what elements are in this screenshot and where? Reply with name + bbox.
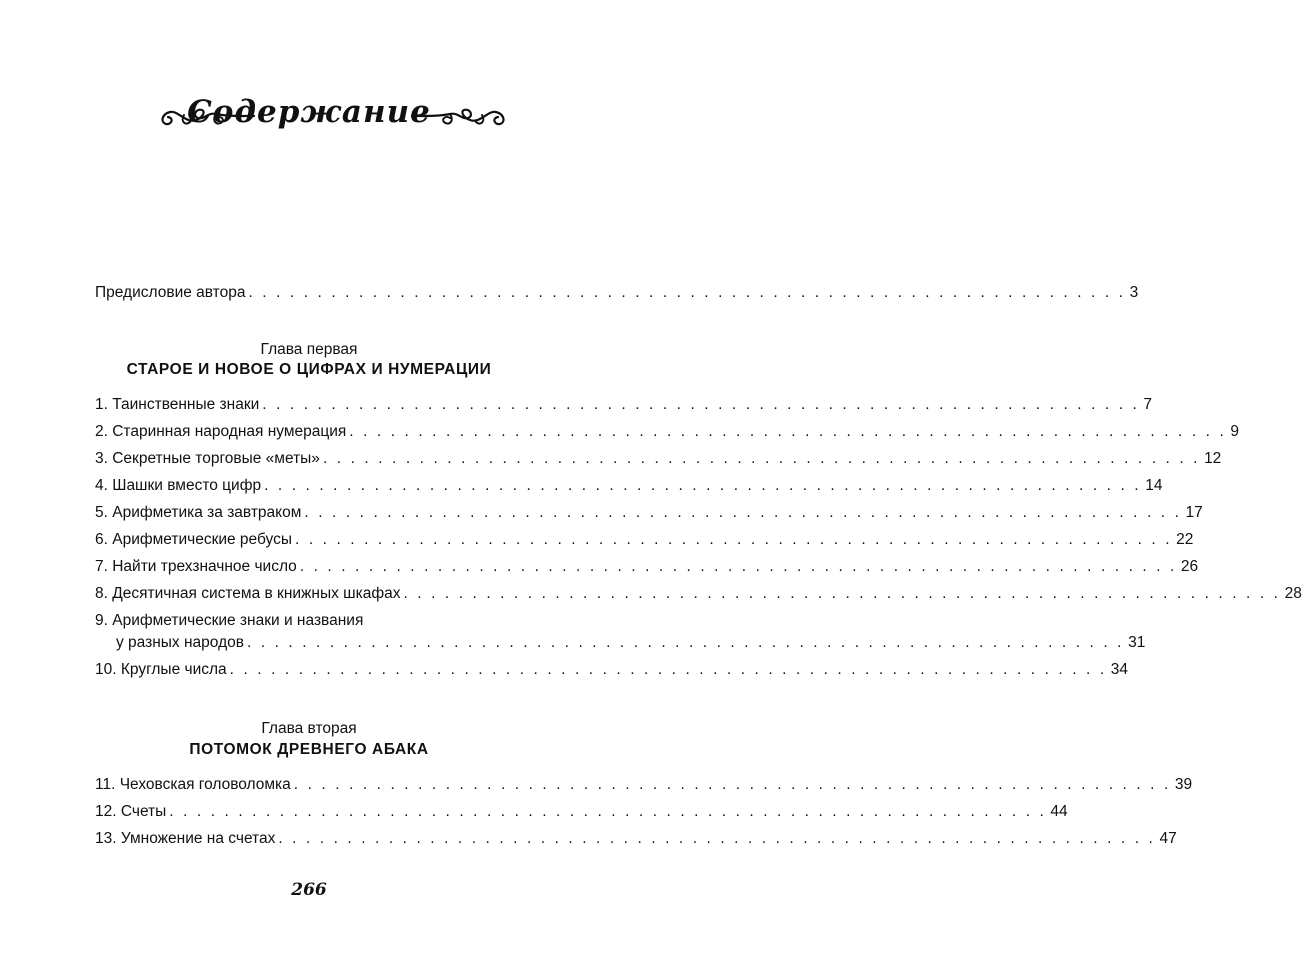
- toc-entry[interactable]: [95, 555, 1199, 577]
- toc-entry-page: 31: [1128, 634, 1146, 651]
- dot-leader: . . . . . . . . . . . . . . . . . . . . . . . . . . . . . . . . . . . . . . . . . . . . . . . . . . . . . . . . . . . . . . . .: [299, 558, 1177, 575]
- page-number: 266: [291, 880, 327, 900]
- toc-entry-label-line1[interactable]: 9. Арифметические знаки и названия: [95, 612, 364, 629]
- page-title: Содержание: [187, 94, 431, 130]
- toc-entry[interactable]: [95, 658, 1129, 680]
- toc-entry[interactable]: [95, 827, 1177, 849]
- toc-entry-page: 7: [1143, 396, 1153, 413]
- toc-entry-page: 22: [1176, 531, 1194, 548]
- toc-entry-page: 28: [1284, 585, 1302, 602]
- dot-leader: . . . . . . . . . . . . . . . . . . . . . . . . . . . . . . . . . . . . . . . . . . . . . . . . . . . . . . . . . . . . . . . .: [304, 504, 1182, 521]
- toc-entry[interactable]: [95, 474, 1163, 496]
- toc-entry-page: 9: [1230, 423, 1240, 440]
- right-flourish-ornament: [410, 100, 510, 130]
- chapter-heading: Глава первая: [260, 341, 358, 358]
- dot-leader: . . . . . . . . . . . . . . . . . . . . . . . . . . . . . . . . . . . . . . . . . . . . . . . . . . . . . . . . . . . . . . . .: [295, 531, 1173, 548]
- toc-entry-page: 34: [1110, 661, 1129, 678]
- toc-entry[interactable]: [95, 582, 1302, 604]
- toc-entry-page: 39: [1174, 776, 1193, 793]
- toc-entry[interactable]: [95, 447, 1222, 469]
- chapter-title: СТАРОЕ И НОВОЕ О ЦИФРАХ И НУМЕРАЦИИ: [126, 361, 492, 378]
- toc-entry-page: 14: [1145, 477, 1163, 494]
- toc-entry-label: 6. Арифметические ребусы: [95, 531, 293, 548]
- toc-entry-page: 3: [1129, 284, 1139, 301]
- dot-leader: . . . . . . . . . . . . . . . . . . . . . . . . . . . . . . . . . . . . . . . . . . . . . . . . . . . . . . . . . . . . . . . .: [403, 585, 1281, 602]
- toc-entry[interactable]: [95, 420, 1240, 442]
- dot-leader: . . . . . . . . . . . . . . . . . . . . . . . . . . . . . . . . . . . . . . . . . . . . . . . . . . . . . . . . . . . . . . . .: [322, 450, 1201, 467]
- dot-leader: . . . . . . . . . . . . . . . . . . . . . . . . . . . . . . . . . . . . . . . . . . . . . . . . . . . . . . . . . . . . . . . .: [264, 477, 1142, 494]
- toc-entry-label: 12. Счеты: [95, 803, 167, 820]
- toc-entry-label: 4. Шашки вместо цифр: [95, 477, 262, 494]
- dot-leader: . . . . . . . . . . . . . . . . . . . . . . . . . . . . . . . . . . . . . . . . . . . . . . . . . . . . . . . . . . . . . . . .: [278, 830, 1156, 847]
- toc-entry[interactable]: [95, 800, 1068, 822]
- dot-leader: . . . . . . . . . . . . . . . . . . . . . . . . . . . . . . . . . . . . . . . . . . . . . . . . . . . . . . . . . . . . . . . .: [169, 803, 1047, 820]
- toc-entry-label: 2. Старинная народная нумерация: [95, 423, 347, 440]
- chapter-heading: Глава вторая: [261, 720, 357, 737]
- dot-leader: . . . . . . . . . . . . . . . . . . . . . . . . . . . . . . . . . . . . . . . . . . . . . . . . . . . . . . . . . . . . . . . .: [293, 776, 1171, 793]
- toc-entry-label: 3. Секретные торговые «меты»: [95, 450, 320, 467]
- dot-leader: . . . . . . . . . . . . . . . . . . . . . . . . . . . . . . . . . . . . . . . . . . . . . . . . . . . . . . . . . . . . . . . .: [229, 661, 1107, 678]
- dot-leader: . . . . . . . . . . . . . . . . . . . . . . . . . . . . . . . . . . . . . . . . . . . . . . . . . . . . . . . . . . . . . . . .: [349, 423, 1227, 440]
- toc-entry-page: 12: [1204, 450, 1222, 467]
- toc-entry-page: 26: [1180, 558, 1199, 575]
- dot-leader: . . . . . . . . . . . . . . . . . . . . . . . . . . . . . . . . . . . . . . . . . . . . . . . . . . . . . . . . . . . . . . . .: [248, 284, 1126, 301]
- toc-entry[interactable]: [95, 393, 1153, 415]
- toc-entry[interactable]: [95, 631, 1146, 653]
- toc-entry[interactable]: [95, 501, 1203, 523]
- toc-entry-label: Предисловие автора: [95, 284, 246, 301]
- toc-entry[interactable]: [95, 281, 1139, 303]
- toc-entry-page: 17: [1185, 504, 1203, 521]
- toc-entry[interactable]: [95, 773, 1193, 795]
- toc-entry-label: у разных народов: [116, 634, 244, 651]
- toc-entry-label: 5. Арифметика за завтраком: [95, 504, 302, 521]
- toc-entry-page: 47: [1159, 830, 1177, 847]
- dot-leader: . . . . . . . . . . . . . . . . . . . . . . . . . . . . . . . . . . . . . . . . . . . . . . . . . . . . . . . . . . . . . . . .: [262, 396, 1140, 413]
- chapter-title: ПОТОМОК ДРЕВНЕГО АБАКА: [189, 741, 429, 758]
- dot-leader: . . . . . . . . . . . . . . . . . . . . . . . . . . . . . . . . . . . . . . . . . . . . . . . . . . . . . . . . . . . . . . . .: [246, 634, 1125, 651]
- toc-entry-label: 10. Круглые числа: [95, 661, 227, 678]
- toc-entry-label: 13. Умножение на счетах: [95, 830, 276, 847]
- toc-entry-label: 11. Чеховская головоломка: [95, 776, 291, 793]
- toc-entry-label: 1. Таинственные знаки: [95, 396, 260, 413]
- toc-entry-label: 8. Десятичная система в книжных шкафах: [95, 585, 401, 602]
- contents-header: [0, 92, 618, 142]
- toc-entry[interactable]: [95, 528, 1194, 550]
- toc-entry-page: 44: [1050, 803, 1068, 820]
- toc-entry-label: 7. Найти трехзначное число: [95, 558, 297, 575]
